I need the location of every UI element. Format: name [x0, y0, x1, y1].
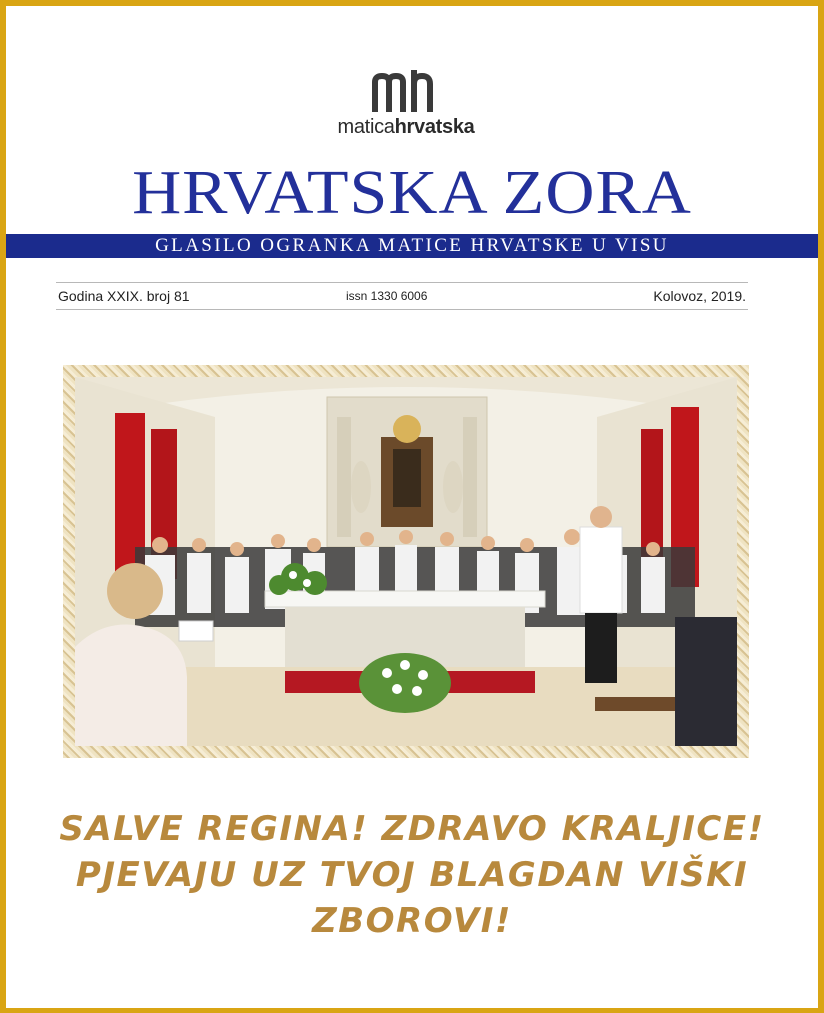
matica-hrvatska-logo-mark	[370, 68, 440, 114]
cover-photo	[75, 377, 737, 746]
issue-year-number: Godina XXIX. broj 81	[58, 288, 190, 304]
issue-info-row	[56, 282, 748, 310]
wordmark-bold: hrvatska	[394, 116, 475, 138]
matica-hrvatska-wordmark	[6, 116, 806, 139]
cover-headline	[6, 806, 818, 944]
masthead-tagline: GLASILO OGRANKA MATICE HRVATSKE U VISU	[6, 234, 818, 258]
headline-line-1: SALVE REGINA! ZDRAVO KRALJICE!	[59, 809, 765, 849]
masthead-title: HRVATSKA ZORA	[132, 157, 692, 227]
issue-issn: issn 1330 6006	[346, 289, 428, 303]
cover-photo-frame	[63, 365, 749, 758]
headline-line-3: ZBOROVI!	[312, 901, 512, 941]
headline-line-2: PJEVAJU UZ TVOJ BLAGDAN VIŠKI	[75, 855, 749, 895]
wordmark-light: matica	[337, 116, 395, 138]
choir-in-church-illustration	[75, 377, 737, 746]
issue-date: Kolovoz, 2019.	[653, 288, 746, 304]
